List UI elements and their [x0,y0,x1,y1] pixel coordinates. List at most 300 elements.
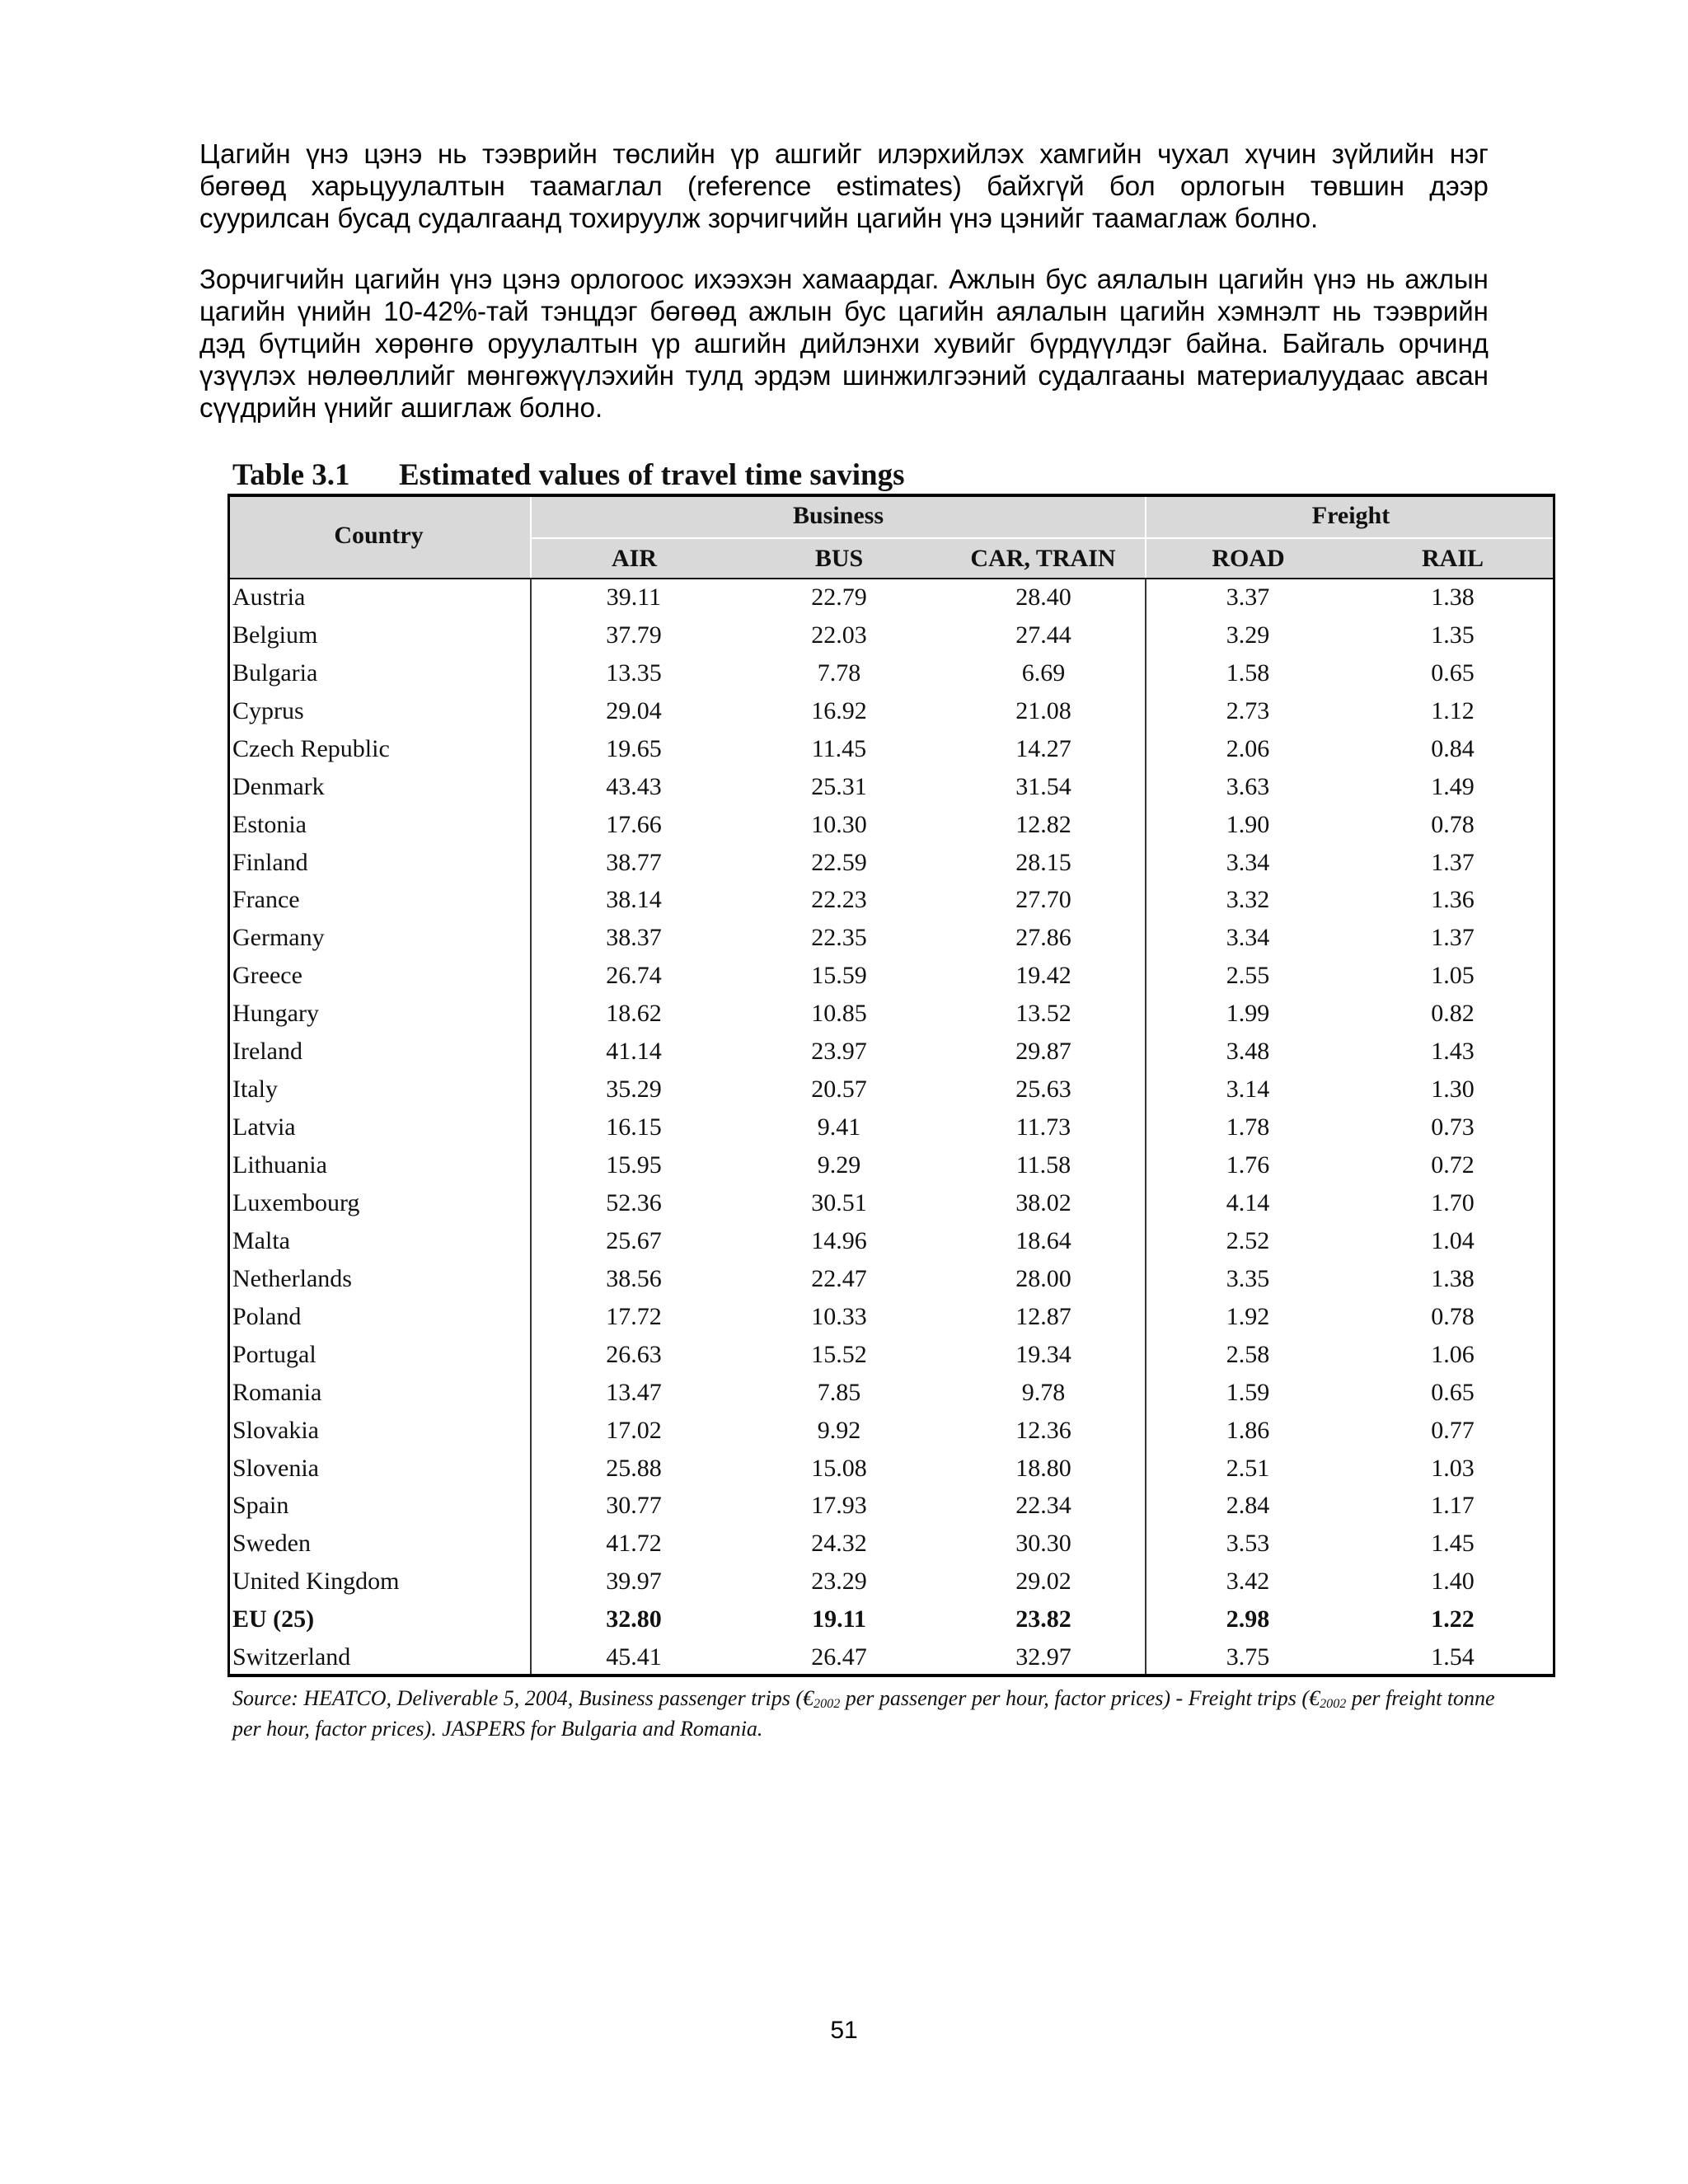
value-cell-rail: 1.22 [1431,1605,1475,1633]
word: оруулалтын [487,328,639,359]
country-cell: Poland [232,1302,302,1330]
word: нөлөөллийг [307,360,456,391]
value-cell-rail: 1.12 [1431,696,1475,724]
value-cell-road: 3.48 [1226,1038,1270,1066]
word: бус [1045,264,1088,294]
source-note [232,1683,1495,1744]
value-cell-road: 1.59 [1226,1378,1270,1406]
word: хувийг [933,328,1016,359]
value-cell-air: 45.41 [606,1643,662,1671]
country-cell: Malta [232,1226,290,1254]
value-cell-rail: 1.17 [1431,1492,1475,1520]
country-cell: Bulgaria [232,658,318,687]
value-cell-rail: 1.45 [1431,1530,1475,1558]
value-cell-rail: 0.65 [1431,658,1475,687]
source-note-subscript: 2002 [1320,1697,1347,1712]
paragraph-2 [199,263,1489,424]
value-cell-car-train: 14.27 [1015,734,1071,762]
travel-time-savings-table [227,494,1555,1677]
value-cell-road: 2.98 [1226,1605,1270,1633]
table-row [227,1638,1555,1676]
table-row [227,1563,1555,1601]
value-cell-rail: 1.54 [1431,1643,1475,1671]
value-cell-rail: 0.72 [1431,1151,1475,1179]
word: ажлын [748,296,832,326]
word: ажлын [1404,264,1489,294]
table-row [227,1601,1555,1638]
value-cell-car-train: 11.58 [1015,1151,1071,1179]
value-cell-air: 25.88 [606,1454,662,1482]
word: мөнгөжүүлэхийн [466,360,674,391]
word: шинжилгээний [842,360,1027,391]
value-cell-air: 39.11 [606,583,662,611]
paragraph-line [199,138,1489,170]
value-cell-bus: 17.93 [811,1492,867,1520]
country-cell: Romania [232,1378,322,1406]
value-cell-car-train: 19.34 [1015,1340,1071,1368]
value-cell-air: 15.95 [606,1151,662,1179]
word: ашгийг [774,138,862,169]
value-cell-air: 38.14 [606,886,662,914]
value-cell-air: 19.65 [606,734,662,762]
value-cell-road: 1.76 [1226,1151,1270,1179]
value-cell-road: 3.35 [1226,1264,1270,1292]
column-header-road: ROAD [1146,539,1350,578]
table-row [227,1184,1555,1222]
word: Зорчигчийн [199,264,345,294]
country-cell: Germany [232,924,325,952]
value-cell-car-train: 6.69 [1021,658,1066,687]
value-cell-rail: 1.49 [1431,772,1475,800]
value-cell-air: 38.56 [606,1264,662,1292]
word: таамаглал [529,171,663,201]
value-cell-bus: 16.92 [811,696,867,724]
table-row [227,806,1555,844]
value-cell-car-train: 12.82 [1015,810,1071,838]
value-cell-rail: 0.82 [1431,1000,1475,1028]
word: нэг [1449,138,1489,169]
value-cell-road: 1.78 [1226,1113,1270,1141]
value-cell-road: 1.86 [1226,1416,1270,1444]
value-cell-car-train: 28.00 [1015,1264,1071,1292]
word: материалуудаас [1196,360,1404,391]
table-row [227,692,1555,730]
table-row [227,1525,1555,1563]
value-cell-car-train: 29.02 [1015,1568,1071,1596]
value-cell-road: 2.06 [1226,734,1270,762]
table-row [227,995,1555,1033]
word: орчинд [1398,328,1489,359]
value-cell-car-train: 21.08 [1015,696,1071,724]
word: аялалын [996,296,1108,326]
value-cell-car-train: 12.36 [1015,1416,1071,1444]
value-cell-bus: 10.30 [811,810,867,838]
value-cell-rail: 1.38 [1431,1264,1475,1292]
value-cell-air: 32.80 [606,1605,662,1633]
value-cell-road: 1.99 [1226,1000,1270,1028]
value-cell-car-train: 32.97 [1015,1643,1071,1671]
table-row [227,579,1555,616]
word: бөгөөд [199,171,287,201]
country-cell: Denmark [232,772,325,800]
country-cell: Estonia [232,810,307,838]
table-row [227,1146,1555,1184]
column-header-air: AIR [532,539,737,578]
table-title: Estimated values of travel time savings [399,458,905,492]
word: авсан [1415,360,1489,391]
value-cell-air: 17.02 [606,1416,662,1444]
paragraph-line: сүүдрийн үнийг ашиглаж болно. [199,392,603,423]
value-cell-rail: 0.77 [1431,1416,1475,1444]
country-cell: Latvia [232,1113,296,1141]
value-cell-air: 30.77 [606,1492,662,1520]
value-cell-road: 3.29 [1226,621,1270,649]
country-cell: Slovenia [232,1454,319,1482]
value-cell-road: 3.32 [1226,886,1270,914]
value-cell-car-train: 38.02 [1015,1188,1071,1216]
value-cell-rail: 1.06 [1431,1340,1475,1368]
value-cell-road: 2.55 [1226,962,1270,990]
table-row [227,1374,1555,1412]
table-row [227,1222,1555,1260]
value-cell-air: 25.67 [606,1226,662,1254]
value-cell-rail: 1.05 [1431,962,1475,990]
word: тээврийн [1373,296,1489,326]
value-cell-car-train: 9.78 [1021,1378,1066,1406]
word: ихээхэн [693,264,793,294]
word: дэд [199,328,245,359]
word: чухал [1157,138,1230,169]
word: Байгаль [1282,328,1386,359]
value-cell-rail: 1.30 [1431,1076,1475,1104]
word: хөрөнгө [374,328,474,359]
group-header-business: Business [532,494,1145,537]
table-row [227,844,1555,882]
word: тээврийн [482,138,598,169]
word: цагийн [898,296,984,326]
word: estimates) [836,171,962,201]
country-cell: Spain [232,1492,289,1520]
value-cell-rail: 1.36 [1431,886,1475,914]
value-cell-bus: 22.35 [811,924,867,952]
value-cell-road: 2.84 [1226,1492,1270,1520]
value-cell-car-train: 23.82 [1015,1605,1071,1633]
country-cell: Switzerland [232,1643,351,1671]
value-cell-road: 3.42 [1226,1568,1270,1596]
word: орлогын [1179,171,1286,201]
value-cell-rail: 1.38 [1431,583,1475,611]
word: байна. [1185,328,1269,359]
word: үр [651,328,681,359]
value-cell-air: 13.47 [606,1378,662,1406]
value-cell-rail: 1.40 [1431,1568,1475,1596]
value-cell-bus: 24.32 [811,1530,867,1558]
word: ашгийн [694,328,787,359]
country-cell: Hungary [232,1000,319,1028]
value-cell-bus: 30.51 [811,1188,867,1216]
column-header-bus: BUS [737,539,941,578]
paragraph-line [199,263,1489,295]
word: цэнэ [363,138,423,169]
value-cell-road: 2.51 [1226,1454,1270,1482]
value-cell-car-train: 22.34 [1015,1492,1071,1520]
country-cell: Ireland [232,1038,302,1066]
word: харьцуулалтын [311,171,505,201]
value-cell-air: 43.43 [606,772,662,800]
value-cell-rail: 0.78 [1431,810,1475,838]
value-cell-air: 41.72 [606,1530,662,1558]
country-cell: United Kingdom [232,1568,400,1596]
country-cell: Austria [232,583,306,611]
word: хамгийн [1039,138,1142,169]
word: Цагийн [199,138,291,169]
value-cell-car-train: 18.80 [1015,1454,1071,1482]
value-cell-bus: 23.29 [811,1568,867,1596]
value-cell-bus: 9.41 [817,1113,861,1141]
country-cell: Lithuania [232,1151,327,1179]
value-cell-air: 38.37 [606,924,662,952]
word: илэрхийлэх [877,138,1025,169]
value-cell-rail: 1.70 [1431,1188,1475,1216]
table-row [227,1450,1555,1488]
value-cell-rail: 1.43 [1431,1038,1475,1066]
value-cell-rail: 1.37 [1431,924,1475,952]
value-cell-car-train: 13.52 [1015,1000,1071,1028]
country-cell: EU (25) [232,1605,315,1633]
table-caption [232,457,1386,494]
word: цагийн [1119,296,1206,326]
value-cell-road: 2.73 [1226,696,1270,724]
word: орлогоос [570,264,684,294]
paragraph-line [199,359,1489,391]
value-cell-air: 37.79 [606,621,662,649]
word: хүчин [1245,138,1317,169]
value-cell-car-train: 18.64 [1015,1226,1071,1254]
value-cell-road: 1.58 [1226,658,1270,687]
word: тулд [685,360,743,391]
table-body [227,579,1555,1676]
word: бүрдүүлдэг [1029,328,1172,359]
word: Ажлын [949,264,1036,294]
word: бус [844,296,886,326]
country-cell: Slovakia [232,1416,319,1444]
value-cell-road: 3.34 [1226,924,1270,952]
value-cell-air: 26.74 [606,962,662,990]
value-cell-rail: 1.04 [1431,1226,1475,1254]
value-cell-bus: 22.59 [811,848,867,876]
word: үнэ [1313,264,1357,294]
value-cell-road: 1.90 [1226,810,1270,838]
value-cell-bus: 7.78 [817,658,861,687]
word: бөгөөд [649,296,737,326]
country-cell: Netherlands [232,1264,352,1292]
table-row [227,654,1555,692]
value-cell-air: 39.97 [606,1568,662,1596]
country-cell: Greece [232,962,302,990]
value-cell-bus: 19.11 [812,1605,866,1633]
value-cell-air: 38.77 [606,848,662,876]
value-cell-road: 3.14 [1226,1076,1270,1104]
value-cell-bus: 15.52 [811,1340,867,1368]
country-cell: Portugal [232,1340,316,1368]
country-cell: Italy [232,1076,278,1104]
word: цагийн [354,264,441,294]
table-row [227,1260,1555,1298]
table-row [227,1488,1555,1526]
value-cell-air: 29.04 [606,696,662,724]
value-cell-air: 18.62 [606,1000,662,1028]
value-cell-road: 3.37 [1226,583,1270,611]
value-cell-rail: 1.03 [1431,1454,1475,1482]
source-note-text: per freight tonne [1346,1686,1495,1710]
country-cell: Cyprus [232,696,304,724]
value-cell-air: 16.15 [606,1113,662,1141]
value-cell-road: 3.63 [1226,772,1270,800]
value-cell-air: 52.36 [606,1188,662,1216]
value-cell-bus: 26.47 [811,1643,867,1671]
word: цагийн [199,296,286,326]
value-cell-bus: 10.85 [811,1000,867,1028]
word: нь [1332,296,1362,326]
word: хамаардаг. [802,264,940,294]
value-cell-road: 3.53 [1226,1530,1270,1558]
country-cell: Belgium [232,621,318,649]
word: судалгааны [1038,360,1186,391]
value-cell-rail: 1.37 [1431,848,1475,876]
country-cell: Czech Republic [232,734,390,762]
paragraph-line: суурилсан бусад судалгаанд тохируулж зорчигчийн цагийн үнэ цэнийг таамаглаж болно. [199,203,1319,233]
country-cell: Sweden [232,1530,311,1558]
word: нь [437,138,467,169]
value-cell-car-train: 19.42 [1015,962,1071,990]
value-cell-car-train: 27.70 [1015,886,1071,914]
table-row [227,1033,1555,1071]
value-cell-car-train: 25.63 [1015,1076,1071,1104]
word: үзүүлэх [199,360,296,391]
word: байхгүй [987,171,1085,201]
value-cell-bus: 10.33 [811,1302,867,1330]
value-cell-road: 4.14 [1226,1188,1270,1216]
source-note-subscript: 2002 [814,1697,841,1712]
word: дээр [1429,171,1489,201]
table-row [227,1336,1555,1374]
value-cell-air: 41.14 [606,1038,662,1066]
country-cell: Luxembourg [232,1188,360,1216]
value-cell-bus: 15.59 [811,962,867,990]
word: 10-42%-тай [383,296,529,326]
value-cell-bus: 22.03 [811,621,867,649]
table-label: Table 3.1 [232,458,350,492]
word: тэнцдэг [541,296,638,326]
column-header-car-train: CAR, TRAIN [941,539,1145,578]
value-cell-air: 26.63 [606,1340,662,1368]
value-cell-car-train: 29.87 [1015,1038,1071,1066]
value-cell-road: 2.58 [1226,1340,1270,1368]
word: үнийн [297,296,372,326]
value-cell-rail: 1.35 [1431,621,1475,649]
value-cell-car-train: 28.40 [1015,583,1071,611]
value-cell-bus: 14.96 [811,1226,867,1254]
table-row [227,919,1555,957]
country-cell: Finland [232,848,308,876]
value-cell-car-train: 28.15 [1015,848,1071,876]
value-cell-bus: 9.92 [817,1416,861,1444]
value-cell-bus: 22.23 [811,886,867,914]
word: хэмнэлт [1217,296,1320,326]
value-cell-bus: 15.08 [811,1454,867,1482]
table-row [227,882,1555,920]
value-cell-bus: 9.29 [817,1151,861,1179]
value-cell-bus: 23.97 [811,1038,867,1066]
word: (reference [687,171,812,201]
value-cell-car-train: 27.44 [1015,621,1071,649]
column-divider-country [530,579,532,1677]
table-row [227,957,1555,995]
value-cell-air: 13.35 [606,658,662,687]
value-cell-rail: 0.73 [1431,1113,1475,1141]
word: үнэ [306,138,349,169]
word: цэнэ [502,264,560,294]
table-row [227,1412,1555,1450]
column-divider-freight [1145,579,1146,1677]
value-cell-rail: 0.65 [1431,1378,1475,1406]
source-note-text: per passenger per hour, factor prices) - Freight trips (€ [840,1686,1320,1710]
word: нь [1366,264,1395,294]
value-cell-bus: 11.45 [811,734,867,762]
value-cell-car-train: 31.54 [1015,772,1071,800]
source-note-text: Source: HEATCO, Deliverable 5, 2004, Business passenger trips (€ [232,1686,814,1710]
value-cell-bus: 22.79 [811,583,867,611]
value-cell-road: 3.34 [1226,848,1270,876]
source-note-line [232,1683,1495,1713]
value-cell-car-train: 12.87 [1015,1302,1071,1330]
value-cell-car-train: 30.30 [1015,1530,1071,1558]
value-cell-bus: 20.57 [811,1076,867,1104]
country-cell: France [232,886,300,914]
word: бол [1109,171,1156,201]
word: зүйлийн [1331,138,1435,169]
value-cell-rail: 0.84 [1431,734,1475,762]
value-cell-road: 3.75 [1226,1643,1270,1671]
value-cell-road: 2.52 [1226,1226,1270,1254]
value-cell-rail: 0.78 [1431,1302,1475,1330]
column-header-country: Country [227,494,530,578]
word: бүтцийн [258,328,362,359]
value-cell-air: 17.66 [606,810,662,838]
group-header-freight: Freight [1146,494,1555,537]
value-cell-air: 17.72 [606,1302,662,1330]
word: цагийн [1217,264,1304,294]
paragraph-1 [199,138,1489,234]
value-cell-air: 35.29 [606,1076,662,1104]
page-number: 51 [830,2017,858,2044]
value-cell-car-train: 27.86 [1015,924,1071,952]
value-cell-bus: 22.47 [811,1264,867,1292]
word: төвшин [1310,171,1404,201]
table-row [227,1108,1555,1146]
word: төслийн [612,138,715,169]
word: эрдэм [753,360,832,391]
column-header-rail: RAIL [1350,539,1555,578]
word: үр [730,138,760,169]
value-cell-bus: 7.85 [817,1378,861,1406]
paragraph-line [199,327,1489,359]
table-row [227,1071,1555,1108]
value-cell-bus: 25.31 [811,772,867,800]
table-row [227,616,1555,654]
table-row [227,768,1555,806]
table-row [227,1298,1555,1336]
